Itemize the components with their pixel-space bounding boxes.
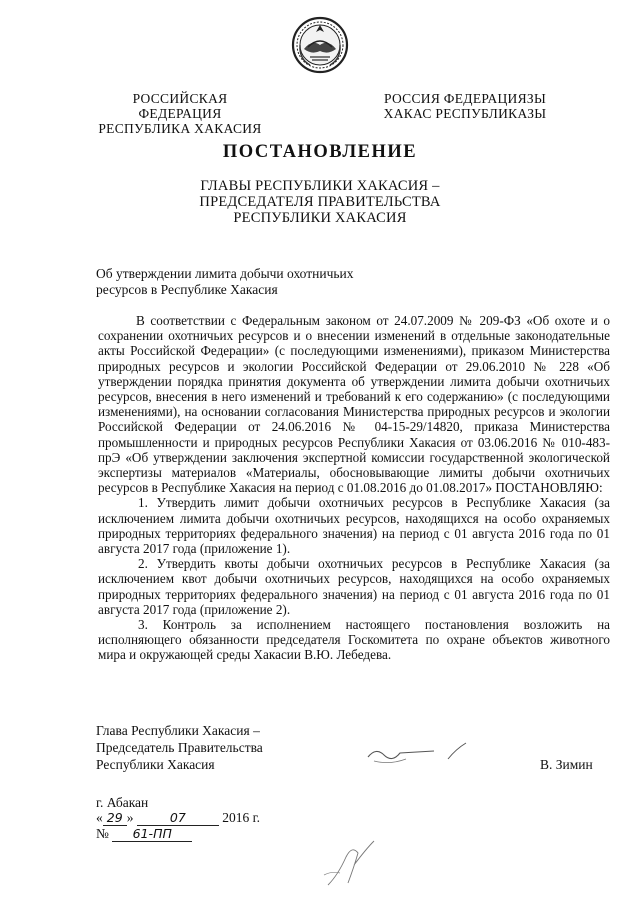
body-item-2: 2. Утвердить квоты добычи охотничьих ресурсов в Республике Хакасия (за исключением квот добычи охотничьих ресурсов, находящихся на особо охраняемых природных территориях федерального значения) на период с 01 августа 2016 года по 01 августа 2017 года (приложение 2).	[98, 556, 610, 617]
header-left-line2: РЕСПУБЛИКА ХАКАСИЯ	[98, 121, 262, 136]
city: г. Абакан	[96, 795, 149, 810]
document-number: 61-ПП	[112, 826, 192, 842]
signatory-title	[96, 722, 263, 773]
quote-open: «	[96, 810, 103, 825]
document-subtitle	[0, 178, 640, 226]
header-left	[90, 91, 270, 136]
body-item-1: 1. Утвердить лимит добычи охотничьих ресурсов в Республике Хакасия (за исключением лимита добычи охотничьих ресурсов, находящихся на особо охраняемых природных территориях федерального значения) на период с 01 августа 2016 года по 01 августа 2017 года (приложение 1).	[98, 495, 610, 557]
handwritten-signature	[360, 735, 480, 775]
date-day: 29	[103, 810, 127, 826]
subtitle-line3: РЕСПУБЛИКИ ХАКАСИЯ	[233, 210, 407, 226]
subject-line1: Об утверждении лимита добычи охотничьих	[96, 266, 354, 281]
header-left-line1: РОССИЙСКАЯ ФЕДЕРАЦИЯ	[132, 91, 228, 121]
signatory-line3: Республики Хакасия	[96, 757, 215, 772]
number-line	[96, 826, 260, 842]
body-item-3: 3. Контроль за исполнением настоящего постановления возложить на исполняющего обязанности председателя Госкомитета по охране объектов животного мира и окружающей среды Хакасии В.Ю. Лебедева.	[98, 617, 610, 663]
subtitle-line1: ГЛАВЫ РЕСПУБЛИКИ ХАКАСИЯ –	[200, 178, 440, 194]
date-line	[96, 810, 260, 826]
header-right-line2: ХАКАС РЕСПУБЛИКАЗЫ	[383, 106, 547, 121]
signatory-line2: Председатель Правительства	[96, 740, 263, 755]
header-right	[370, 91, 560, 121]
date-month: 07	[137, 810, 219, 826]
body-preamble: В соответствии с Федеральным законом от 24.07.2009 № 209-ФЗ «Об охоте и о сохранении охотничьих ресурсов и о внесении изменений в отдельные законодательные акты Российской Федерации» (с последующими изменениями), приказом Министерства природных ресурсов и экологии Российской Федерации от 29.06.2010 № 228 «Об утверждении порядка принятия документа об утверждении лимита добычи охотничьих ресурсов, внесения в него изменений и требований к его содержанию» (с последующими изменениями), на основании согласования Министерства природных ресурсов и экологии Российской Федерации от 24.06.2016 № 04-15-29/14820, приказа Министерства промышленности и природных ресурсов Республики Хакасия от 03.06.2016 № 010-483-прЭ «Об утверждении заключения экспертной комиссии государственной экологической экспертизы материалов «Материалы, обосновывающие лимиты добычи охотничьих ресурсов в Республике Хакасия на период с 01.08.2016 до 01.08.2017» ПОСТАНОВЛЯЮ:	[98, 313, 610, 496]
header-right-line1: РОССИЯ ФЕДЕРАЦИЯЗЫ	[383, 91, 547, 106]
document-subject	[96, 266, 396, 298]
number-label: №	[96, 826, 109, 841]
quote-close: »	[126, 810, 134, 825]
signatory-line1: Глава Республики Хакасия –	[96, 723, 260, 738]
subtitle-line2: ПРЕДСЕДАТЕЛЯ ПРАВИТЕЛЬСТВА	[199, 194, 441, 210]
handwritten-initials	[318, 835, 398, 895]
signatory-name: В. Зимин	[540, 757, 593, 772]
place-date-block	[96, 795, 260, 842]
date-year: 2016 г.	[222, 810, 261, 825]
subject-line2: ресурсов в Республике Хакасия	[96, 282, 278, 297]
document-title: ПОСТАНОВЛЕНИЕ	[222, 142, 418, 162]
coat-of-arms-emblem	[290, 15, 350, 75]
document-body	[98, 313, 610, 663]
